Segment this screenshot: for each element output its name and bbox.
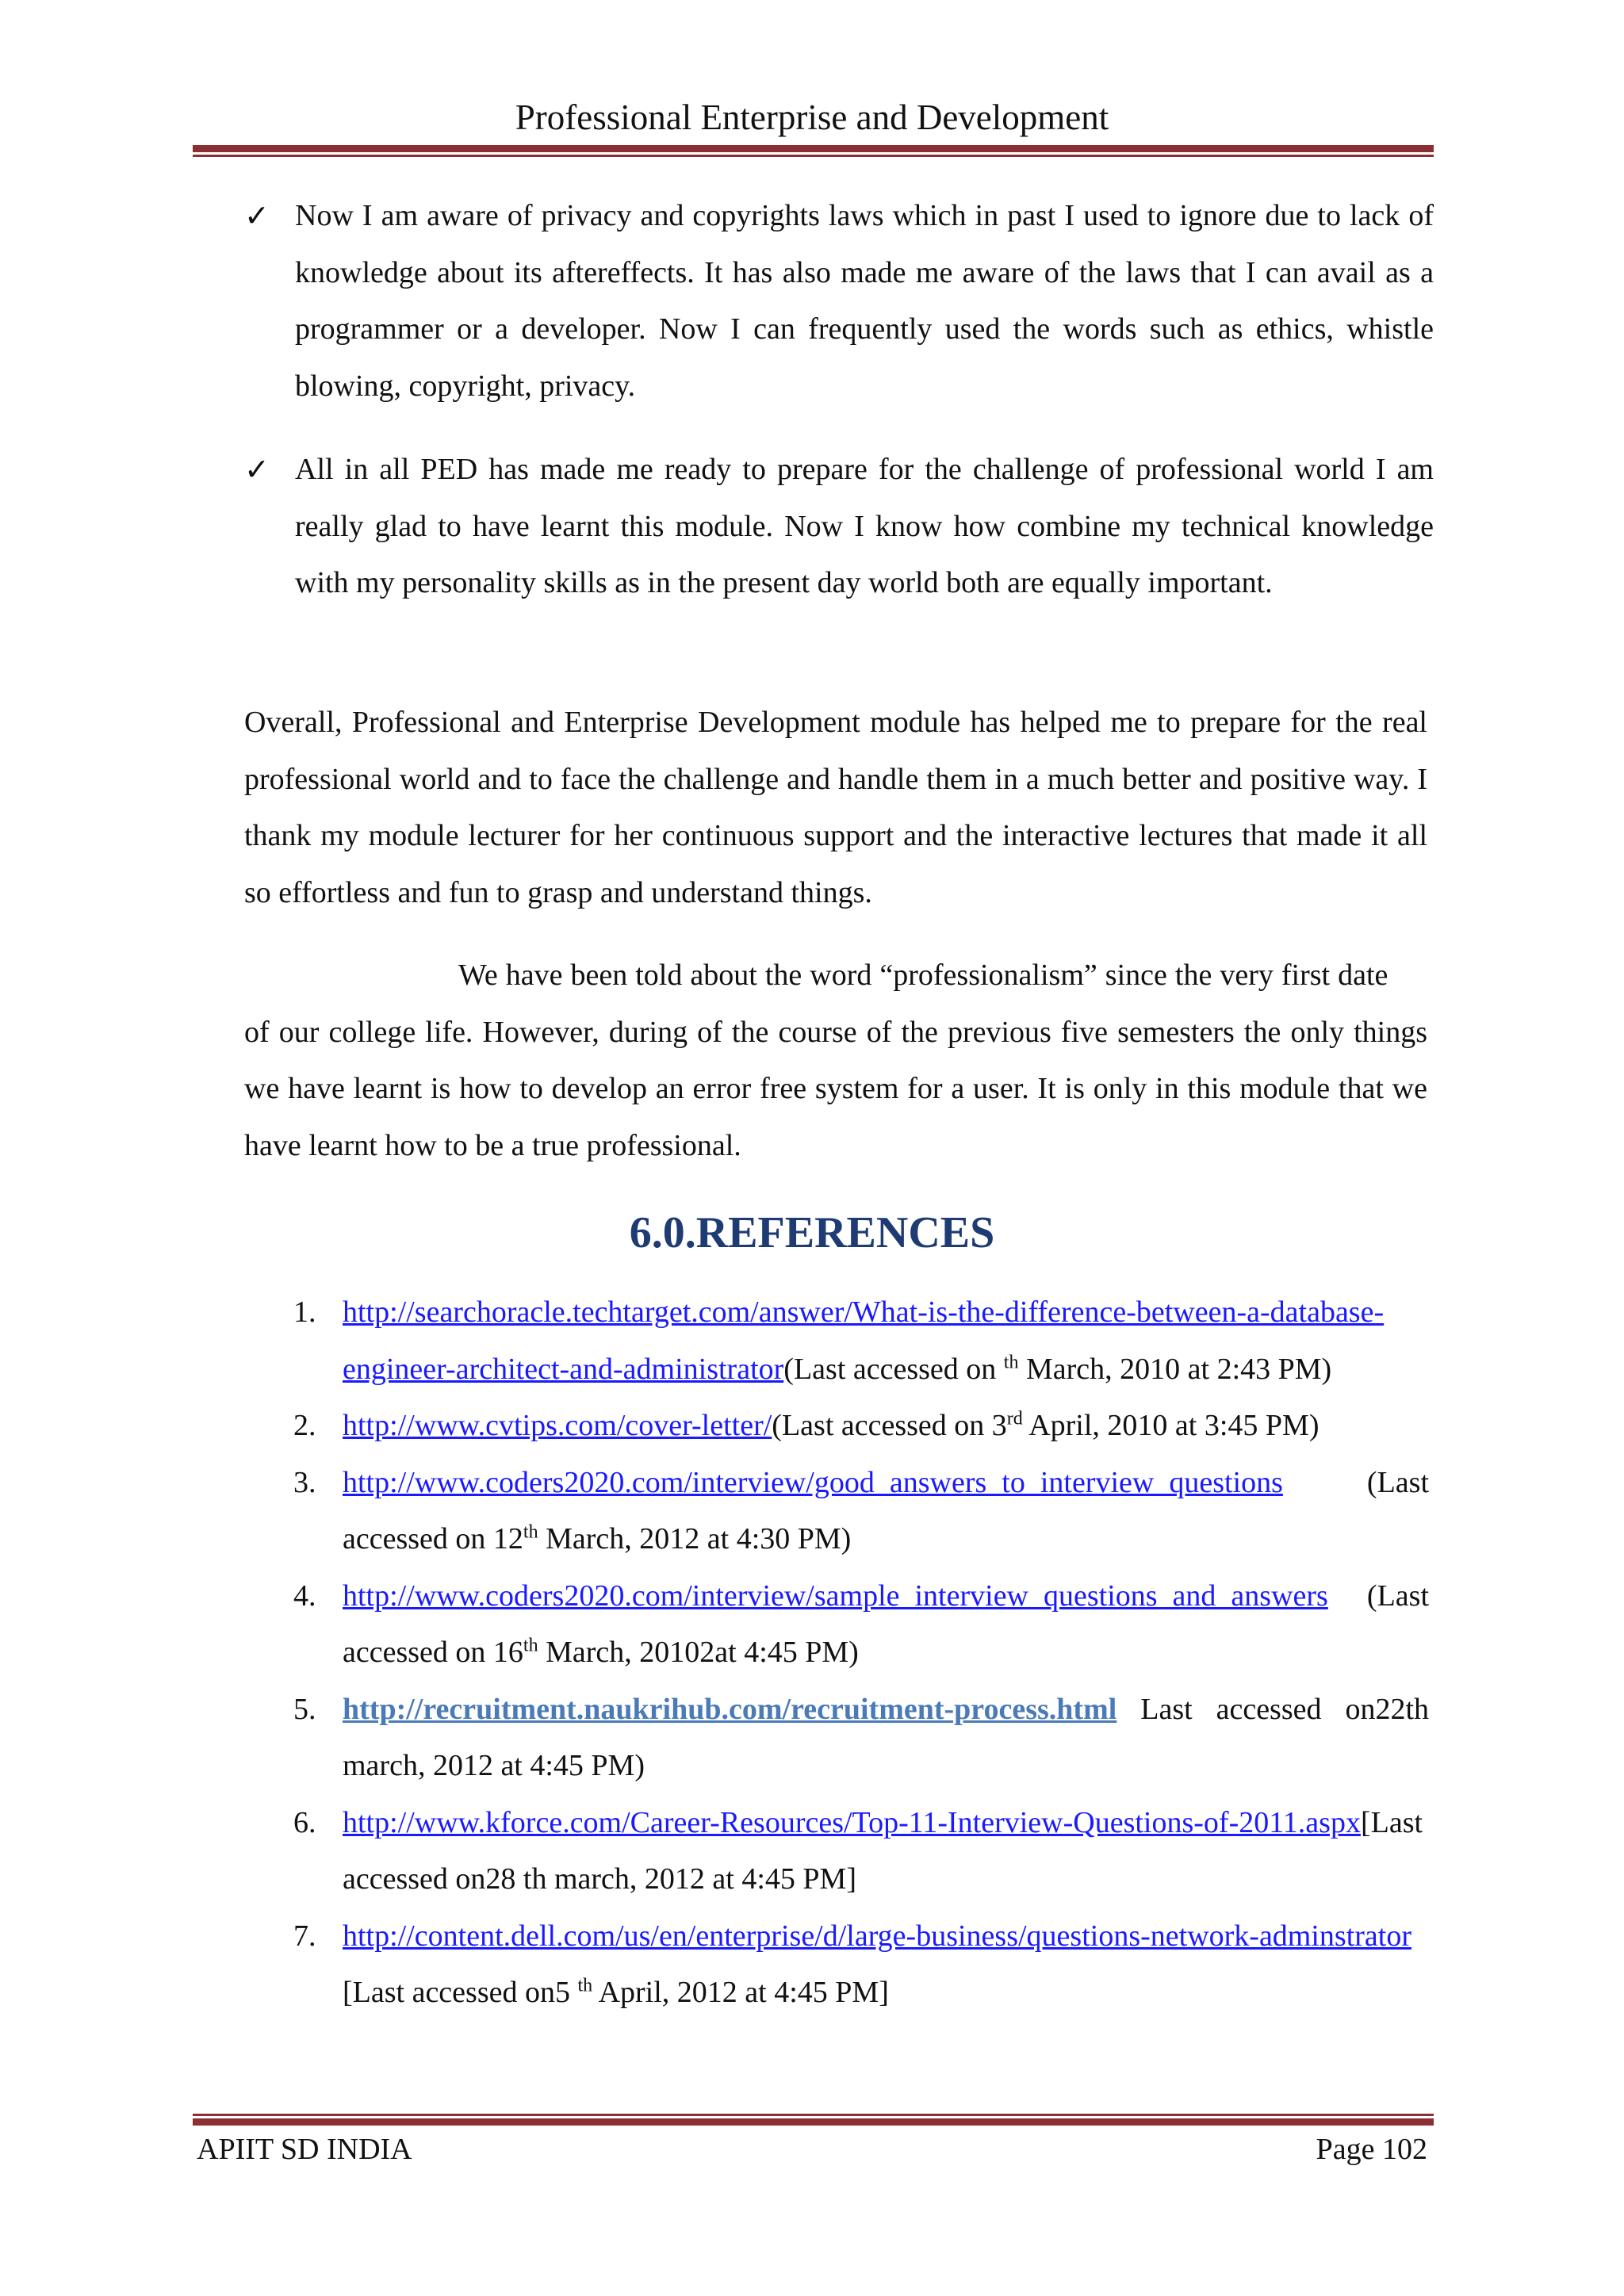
reference-note: Last accessed on22th march, 2012 at 4:45 PM) (343, 1692, 1429, 1782)
reference-note: (Last accessed on (783, 1352, 1004, 1386)
check-icon: ✓ (244, 198, 270, 233)
reference-link[interactable]: http://content.dell.com/us/en/enterprise/d/large-business/questions-network-adminstrator (343, 1919, 1411, 1953)
reference-sup: th (523, 1635, 538, 1656)
reference-item (293, 1284, 1429, 1398)
bullet-item (244, 188, 1434, 415)
header-divider (193, 145, 1434, 157)
reference-number: 2. (293, 1409, 316, 1442)
reference-link[interactable]: http://www.coders2020.com/interview/sample_interview_questions_and_answers (343, 1578, 1328, 1613)
reference-note: (Last accessed on 12 (343, 1465, 1429, 1556)
reference-item (293, 1682, 1429, 1795)
footer-divider (193, 2114, 1434, 2126)
reference-link[interactable]: http://www.cvtips.com/cover-letter/ (343, 1409, 772, 1442)
reference-note: March, 20102at 4:45 PM) (538, 1636, 859, 1669)
reference-sup: th (577, 1975, 593, 1996)
reference-note: March, 2012 at 4:30 PM) (538, 1522, 852, 1556)
reference-item (293, 1795, 1429, 1908)
reference-list (293, 1284, 1429, 2022)
reference-number: 5. (293, 1692, 316, 1726)
reference-number: 1. (293, 1295, 316, 1329)
reference-note: [Last accessed on5 (343, 1976, 578, 2009)
reference-link[interactable]: http://www.kforce.com/Career-Resources/Top-11-Interview-Questions-of-2011.aspx (343, 1805, 1361, 1839)
reference-number: 4. (293, 1578, 316, 1613)
section-title: 6.0.REFERENCES (629, 1208, 995, 1257)
reference-note: March, 2010 at 2:43 PM) (1018, 1352, 1332, 1386)
reference-sup: th (1003, 1351, 1019, 1372)
reference-item (293, 1398, 1429, 1455)
reference-note: (Last accessed on 3 (772, 1409, 1007, 1442)
reference-item (293, 1568, 1429, 1682)
paragraph: Overall, Professional and Enterprise Development module has helped me to prepare for the real professional world and to face the challenge and handle them in a much better and positive way. I thank my module lecturer for her continuous support and the interactive lectures that made it all so effortless and fun to grasp and understand things. (244, 706, 1427, 909)
reference-item (293, 1455, 1429, 1568)
paragraph: We have been told about the word “professionalism” since the very first date of our college life. However, during of the course of the previous five semesters the only things we have learnt is how to develop an error free system for a user. It is only in this module that we have learnt how to be a true professional. (244, 959, 1427, 1162)
reference-link[interactable]: http://www.coders2020.com/interview/good_answers_to_interview_questions (343, 1465, 1283, 1499)
reference-number: 3. (293, 1465, 316, 1499)
reference-link[interactable]: http://recruitment.naukrihub.com/recruitment-process.html (343, 1692, 1117, 1726)
reference-number: 6. (293, 1805, 316, 1839)
page-number: Page 102 (1316, 2133, 1427, 2166)
reference-sup: th (523, 1521, 538, 1543)
bullet-item (244, 442, 1434, 612)
check-icon: ✓ (244, 452, 270, 487)
reference-sup: rd (1006, 1408, 1023, 1429)
reference-note: [Last accessed on28 th march, 2012 at 4:45 PM] (343, 1805, 1423, 1896)
page-header-title: Professional Enterprise and Development (515, 98, 1109, 137)
reference-note: April, 2010 at 3:45 PM) (1022, 1409, 1320, 1442)
reference-item (293, 1908, 1429, 2022)
bullet-text: All in all PED has made me ready to prepare for the challenge of professional world I am really glad to have learnt this module. Now I know how combine my technical knowledge with my personality skills as in the present day world both are equally important. (295, 453, 1434, 599)
footer-organization: APIIT SD INDIA (197, 2133, 412, 2166)
reference-note: April, 2012 at 4:45 PM] (592, 1976, 889, 2009)
reference-number: 7. (293, 1919, 316, 1953)
reference-link[interactable]: http://searchoracle.techtarget.com/answer/What-is-the-difference-between-a-database-engineer-architect-and-administrator (343, 1295, 1385, 1386)
bullet-text: Now I am aware of privacy and copyrights laws which in past I used to ignore due to lack of knowledge about its aftereffects. It has also made me aware of the laws that I can avail as a programmer or a developer. Now I can frequently used the words such as ethics, whistle blowing, copyright, privacy. (295, 199, 1434, 403)
reference-note: (Last accessed on 16 (343, 1578, 1429, 1669)
